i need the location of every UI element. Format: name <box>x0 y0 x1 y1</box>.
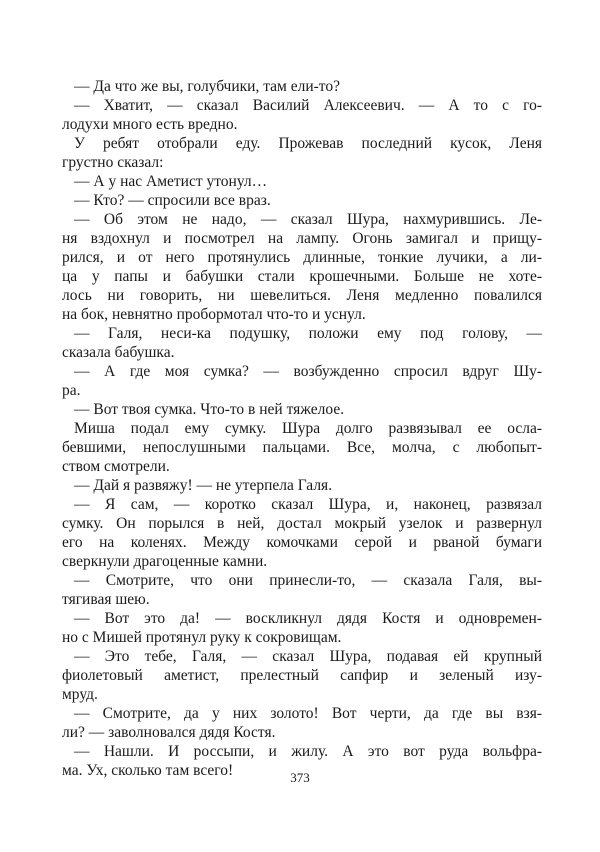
text-line: — Смотрите, да у них золото! Вот черти, да где вы взя- <box>74 705 542 722</box>
text-line: — Да что же вы, голубчики, там ели-то? <box>74 78 340 95</box>
text-line: — Кто? — спросили все враз. <box>74 192 271 209</box>
text-line: мруд. <box>62 686 98 703</box>
text-line: ца у папы и бабушки стали крошечными. Больше не хоте- <box>62 268 542 285</box>
text-line: бевшими, непослушными пальцами. Все, молча, с любопыт- <box>62 439 542 456</box>
text-line: У ребят отобрали еду. Прожевав последний кусок, Леня <box>74 135 542 152</box>
text-line: — Об этом не надо, — сказал Шура, нахмурившись. Ле- <box>74 211 542 228</box>
text-line: лодухи много есть вредно. <box>62 116 238 133</box>
text-line: но с Мишей протянул руку к сокровищам. <box>62 629 342 646</box>
text-line: — А где моя сумка? — возбужденно спросил вдруг Шу- <box>74 363 542 380</box>
text-line: — Я сам, — коротко сказал Шура, и, наконец, развязал <box>74 496 542 513</box>
text-line: — Вот твоя сумка. Что-то в ней тяжелое. <box>74 401 345 418</box>
text-line: сумку. Он порылся в ней, достал мокрый узелок и развернул <box>62 515 542 532</box>
text-line: Миша подал ему сумку. Шура долго развязывал ее осла- <box>74 420 542 437</box>
text-line: — Это тебе, Галя, — сказал Шура, подавая ей крупный <box>74 648 542 665</box>
text-line: фиолетовый аметист, прелестный сапфир и зеленый изу- <box>62 667 542 684</box>
text-line: — Галя, неси-ка подушку, положи ему под голову, — <box>74 325 542 342</box>
text-line: ня вздохнул и посмотрел на лампу. Огонь замигал и прищу- <box>62 230 542 247</box>
text-line: ством смотрели. <box>62 458 170 475</box>
text-line: тягивая шею. <box>62 591 150 608</box>
text-line: грустно сказал: <box>62 154 164 171</box>
text-line: — Нашли. И россыпи, и жилу. А это вот руда вольфра- <box>74 743 542 760</box>
text-line: ма. Ух, сколько там всего! <box>62 762 234 779</box>
text-line: лось ни говорить, ни шевелиться. Леня медленно повалился <box>62 287 542 304</box>
text-line: ли? — заволновался дядя Костя. <box>62 724 276 741</box>
text-line: — Хватит, — сказал Василий Алексеевич. — А то с го- <box>74 97 542 114</box>
text-line: сверкнули драгоценные камни. <box>62 553 268 570</box>
text-line: рился, и от него протянулись длинные, тонкие лучики, а ли- <box>62 249 542 266</box>
text-line: сказала бабушка. <box>62 344 175 361</box>
text-line: ра. <box>62 382 81 399</box>
text-line: — Дай я развяжу! — не утерпела Галя. <box>74 477 333 494</box>
text-line: — Смотрите, что они принесли-то, — сказала Галя, вы- <box>74 572 542 589</box>
page-number: 373 <box>290 770 310 785</box>
text-line: на бок, невнятно пробормотал что-то и уснул. <box>62 306 366 323</box>
text-line: его на коленях. Между комочками серой и рваной бумаги <box>62 534 542 551</box>
text-line: — Вот это да! — воскликнул дядя Костя и одновремен- <box>74 610 542 627</box>
text-line: — А у нас Аметист утонул… <box>74 173 268 190</box>
